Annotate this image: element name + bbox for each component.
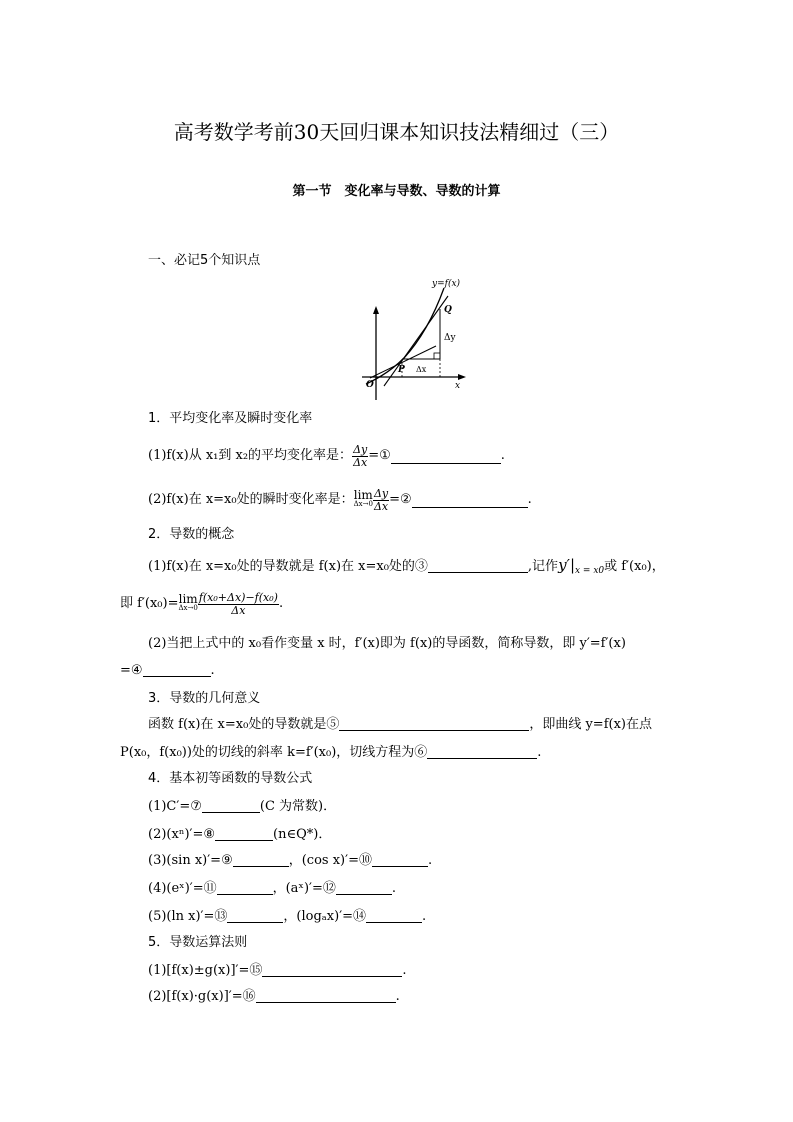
delta-x-label: Δx: [416, 365, 427, 374]
period: .: [402, 963, 407, 978]
notation-text: ,记作: [527, 559, 559, 574]
curve-label: y=f(x): [432, 279, 461, 289]
blank-number-4: =④: [120, 663, 143, 678]
geometric-meaning-text: 函数 f(x)在 x=x₀处的导数就是⑤: [148, 717, 340, 732]
blank-number-1: =①: [368, 448, 391, 463]
derivative-definition-line: [148, 556, 665, 580]
rule-text: (1)[f(x)±g(x)]′=⑮: [148, 963, 263, 978]
period: .: [278, 596, 284, 611]
derivative-function-line-2: [120, 662, 215, 680]
tangent-text: P(x₀，f(x₀))处的切线的斜率 k=f′(x₀)，切线方程为⑥: [120, 745, 428, 760]
answer-blank-11: [217, 880, 273, 895]
geometric-meaning-line: [148, 716, 652, 734]
delta-y-label: Δy: [444, 333, 456, 343]
point-q-label: Q: [444, 305, 452, 315]
period: .: [210, 663, 215, 678]
answer-blank-14: [366, 908, 422, 923]
answer-blank-12: [336, 880, 392, 895]
answer-blank-9: [233, 852, 289, 867]
answer-blank-7: [202, 798, 260, 813]
y-axis-arrow: [373, 306, 379, 314]
answer-blank-4: [143, 662, 211, 677]
period: .: [427, 853, 433, 868]
fraction-numerator: Δy: [353, 442, 368, 456]
rule-product: [148, 988, 400, 1006]
formula-text-2: ，(cos x)′=⑩: [288, 853, 372, 868]
page-title: 高考数学考前30天回归课本知识技法精细过（三）: [173, 120, 620, 144]
derivative-limit-line: [120, 586, 283, 622]
fraction-numerator: Δy: [373, 486, 389, 500]
section-heading-knowledge-points: 一、必记5个知识点: [148, 253, 261, 268]
average-rate-fraction: [352, 444, 368, 469]
period: .: [422, 909, 427, 924]
limit-symbol: [178, 592, 198, 613]
heading-rate-of-change: 1．平均变化率及瞬时变化率: [148, 411, 313, 426]
formula-text-2: ，(logₐx)′=⑭: [283, 909, 367, 924]
answer-blank-2: [412, 493, 528, 508]
y-prime-subscript: x = x0: [575, 566, 605, 576]
instantaneous-rate-text: (2)f(x)在 x=x₀处的瞬时变化率是：: [148, 492, 354, 507]
limit-subscript: Δx→0: [178, 604, 198, 612]
answer-blank-1: [391, 449, 501, 464]
period: .: [527, 492, 532, 507]
formula-constant: [148, 798, 336, 816]
period: .: [500, 448, 505, 463]
formula-text: (1)C′=⑦: [148, 799, 202, 814]
limit-symbol: [353, 488, 373, 509]
y-prime-notation: y′|: [558, 556, 575, 574]
derivative-limit-fraction: [198, 592, 279, 617]
fraction-denominator: Δx: [373, 499, 389, 513]
heading-derivative-rules: 5．导数运算法则: [148, 935, 248, 950]
formula-power: [148, 826, 331, 844]
point-p-label: P: [398, 365, 405, 375]
fraction-denominator: Δx: [231, 603, 246, 617]
period: .: [395, 989, 400, 1004]
rule-text: (2)[f(x)·g(x)]′=⑯: [148, 989, 256, 1004]
answer-blank-13: [227, 908, 283, 923]
heading-derivative-concept: 2．导数的概念: [148, 527, 235, 542]
formula-note: (C 为常数)．: [259, 799, 337, 814]
answer-blank-10: [372, 852, 428, 867]
curve: [366, 288, 444, 384]
instantaneous-rate-line: [148, 482, 532, 518]
derivative-limit-text: 即 f′(x₀)=: [120, 596, 179, 611]
geometric-meaning-text-2: ，即曲线 y=f(x)在点: [529, 717, 652, 732]
answer-blank-5: [339, 716, 529, 731]
heading-derivative-formulas: 4．基本初等函数的导数公式: [148, 771, 313, 786]
formula-text: (5)(ln x)′=⑬: [148, 909, 228, 924]
limit-word: lim: [178, 592, 198, 606]
average-rate-text: (1)f(x)从 x₁到 x₂的平均变化率是：: [148, 448, 353, 463]
formula-trig: [148, 852, 432, 870]
limit-subscript: Δx→0: [353, 500, 373, 508]
derivative-definition-text: (1)f(x)在 x=x₀处的导数就是 f(x)在 x=x₀处的③: [148, 559, 428, 574]
formula-note: (n∈Q*)．: [273, 827, 332, 842]
formula-logarithm: [148, 908, 426, 926]
period: .: [537, 745, 542, 760]
formula-text: (4)(eˣ)′=⑪: [148, 881, 217, 896]
blank-number-2: =②: [389, 492, 412, 507]
f-prime-notation: 或 f′(x₀)，: [604, 559, 665, 574]
x-axis-arrow: [458, 374, 466, 380]
answer-blank-15: [262, 962, 402, 977]
formula-text: (3)(sin x)′=⑨: [148, 853, 233, 868]
limit-word: lim: [353, 488, 373, 502]
x-axis-label: x: [455, 381, 461, 391]
heading-geometric-meaning: 3．导数的几何意义: [148, 691, 261, 706]
formula-exponential: [148, 880, 396, 898]
instantaneous-rate-fraction: [373, 488, 389, 513]
fraction-denominator: Δx: [353, 455, 368, 469]
right-angle-mark: [434, 353, 440, 359]
answer-blank-3: [428, 558, 528, 573]
answer-blank-6: [427, 744, 537, 759]
fraction-numerator: f(x₀+Δx)−f(x₀): [198, 590, 278, 604]
tangent-line-equation-line: [120, 744, 541, 762]
origin-label: O: [366, 380, 374, 390]
rule-sum: [148, 962, 407, 980]
section-subtitle: 第一节 变化率与导数、导数的计算: [292, 184, 501, 199]
answer-blank-8: [215, 826, 273, 841]
formula-text: (2)(xⁿ)′=⑧: [148, 827, 216, 842]
answer-blank-16: [256, 988, 396, 1003]
average-rate-line: [148, 438, 505, 474]
period: .: [391, 881, 396, 896]
derivative-function-line: (2)当把上式中的 x₀看作变量 x 时，f′(x)即为 f(x)的导函数，简称导数，即 y′=f′(x): [148, 636, 626, 651]
derivative-figure: [358, 276, 468, 404]
formula-text-2: ，(aˣ)′=⑫: [272, 881, 336, 896]
